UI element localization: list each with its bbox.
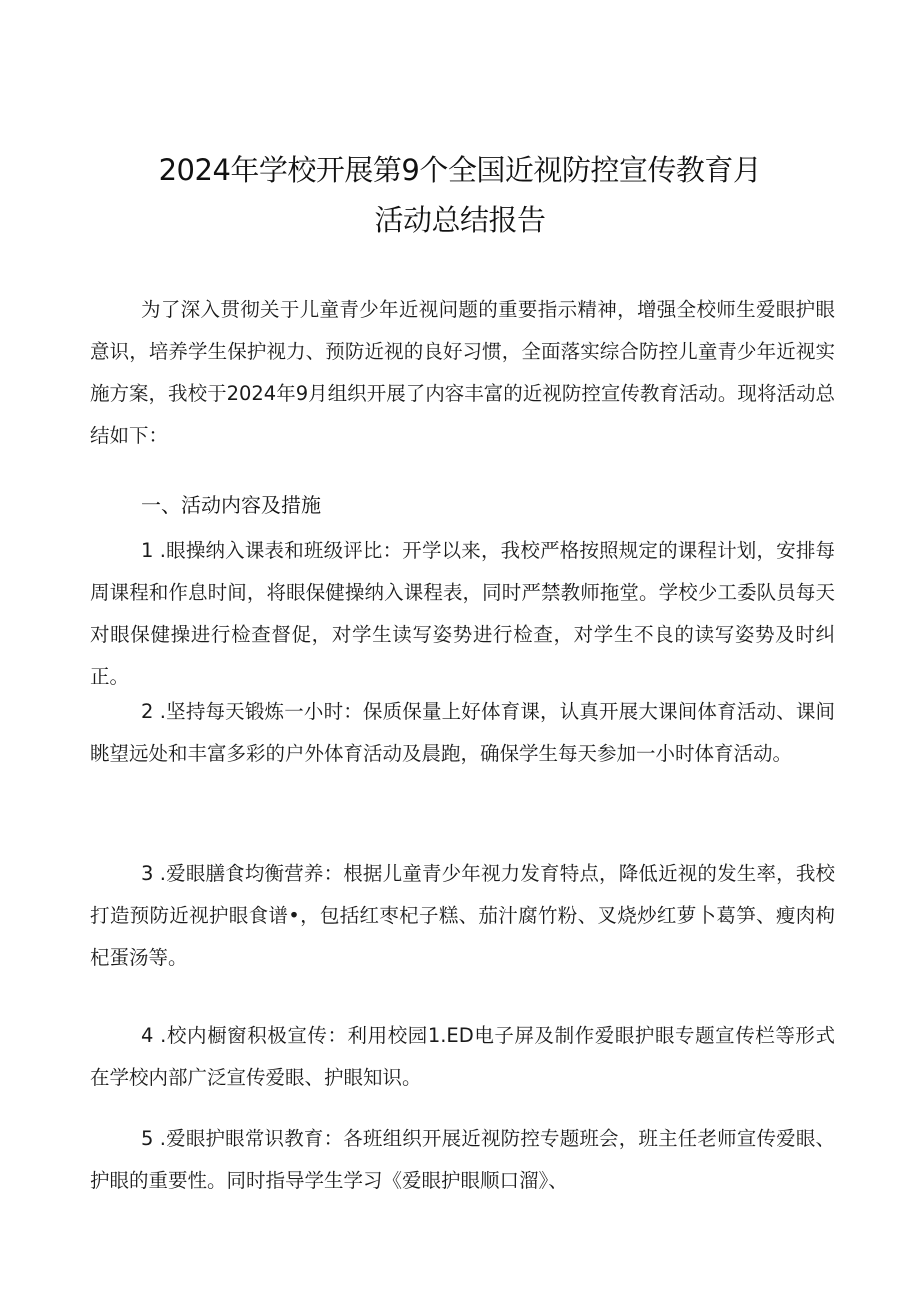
list-item: 2 .坚持每天锻炼一小时：保质保量上好体育课，认真开展大课间体育活动、课间眺望远处和丰富多彩的户外体育活动及晨跑，确保学生每天参加一小时体育活动。	[90, 700, 835, 765]
intro-paragraph: 为了深入贯彻关于儿童青少年近视问题的重要指示精神，增强全校师生爱眼护眼意识，培养学生保护视力、预防近视的良好习惯，全面落实综合防控儿童青少年近视实施方案，我校于2024年9月组织开展了内容丰富的近视防控宣传教育活动。现将活动总结如下：	[90, 298, 835, 447]
list-item: 5 .爱眼护眼常识教育：各班组织开展近视防控专题班会，班主任老师宣传爱眼、护眼的重要性。同时指导学生学习《爱眼护眼顺口溜》、	[90, 1127, 835, 1192]
list-item: 3 .爱眼膳食均衡营养：根据儿童青少年视力发育特点，降低近视的发生率，我校打造预防近视护眼食谱•，包括红枣杞子糕、茄汁腐竹粉、叉烧炒红萝卜葛笋、瘦肉枸杞蛋汤等。	[90, 862, 835, 969]
document-title-line-1: 2024年学校开展第9个全国近视防控宣传教育月	[158, 153, 762, 187]
list-item: 1 .眼操纳入课表和班级评比：开学以来，我校严格按照规定的课程计划，安排每周课程和作息时间，将眼保健操纳入课程表，同时严禁教师拖堂。学校少工委队员每天对眼保健操进行检查督促，对学生读写姿势进行检查，对学生不良的读写姿势及时纠正。	[90, 539, 835, 688]
list-item: 4 .校内橱窗积极宣传：利用校园1.ED电子屏及制作爱眼护眼专题宣传栏等形式在学校内部广泛宣传爱眼、护眼知识。	[90, 1024, 835, 1089]
document-title-line-2: 活动总结报告	[374, 203, 546, 237]
section-heading: 一、活动内容及措施	[141, 493, 321, 517]
